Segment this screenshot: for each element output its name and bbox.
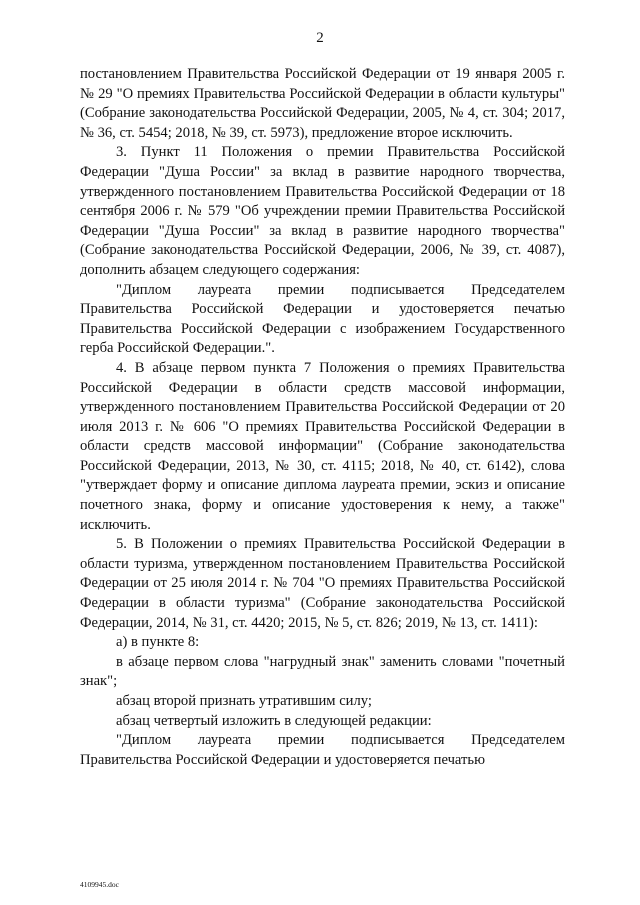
paragraph: абзац второй признать утратившим силу; (116, 693, 372, 709)
page-number: 2 (316, 30, 324, 46)
document-body (80, 65, 565, 770)
paragraph: 3. Пункт 11 Положения о премии Правительства Российской Федерации "Душа России" за вклад в развитие народного творчества, утвержденного постановлением Правительства Российской Федерации от 18 сентября 2006 г. № 579 "Об учреждении премии Правительства Российской Федерации "Душа России" за вклад в развитие народного творчества" (Собрание законодательства Российской Федерации, 2006, № 39, ст. 4087), дополнить абзацем следующего содержания: (80, 144, 565, 278)
paragraph: абзац четвертый изложить в следующей редакции: (116, 712, 432, 729)
paragraph: 5. В Положении о премиях Правительства Российской Федерации в области туризма, утвержденном постановлением Правительства Российской Федерации от 25 июля 2014 г. № 704 "О премиях Правительства Российской Федерации в области туризма" (Собрание законодательства Российской Федерации, 2014, № 31, ст. 4420; 2015, № 5, ст. 826; 2019, № 13, ст. 1411): (80, 536, 565, 631)
paragraph: постановлением Правительства Российской Федерации от 19 января 2005 г. № 29 "О премиях Правительства Российской Федерации в области культуры" (Собрание законодательства Российской Федерации, 2005, № 4, ст. 304; 2017, № 36, ст. 5454; 2018, № 39, ст. 5973), предложение второе исключить. (80, 66, 565, 141)
paragraph: "Диплом лауреата премии подписывается Председателем Правительства Российской Федерации и удостоверяется печатью Правительства Российской Федерации с изображением Государственного герба Российской Федерации.". (80, 281, 565, 357)
footer-doc-code: 4109945.doc (80, 880, 119, 889)
paragraph: "Диплом лауреата премии подписывается Председателем Правительства Российской Федерации и удостоверяется печатью (80, 732, 565, 768)
paragraph: в абзаце первом слова "нагрудный знак" заменить словами "почетный знак"; (80, 653, 565, 690)
paragraph: 4. В абзаце первом пункта 7 Положения о премиях Правительства Российской Федерации в области средств массовой информации, утвержденного постановлением Правительства Российской Федерации от 20 июля 2013 г. № 606 "О премиях Правительства Российской Федерации в области средств массовой информации" (Собрание законодательства Российской Федерации, 2013, № 30, ст. 4115; 2018, № 40, ст. 6142), слова "утверждает форму и описание диплома лауреата премии, эскиз и описание почетного знака, форму и описание удостоверения к нему, а также" исключить. (80, 359, 565, 533)
paragraph: а) в пункте 8: (116, 634, 200, 651)
